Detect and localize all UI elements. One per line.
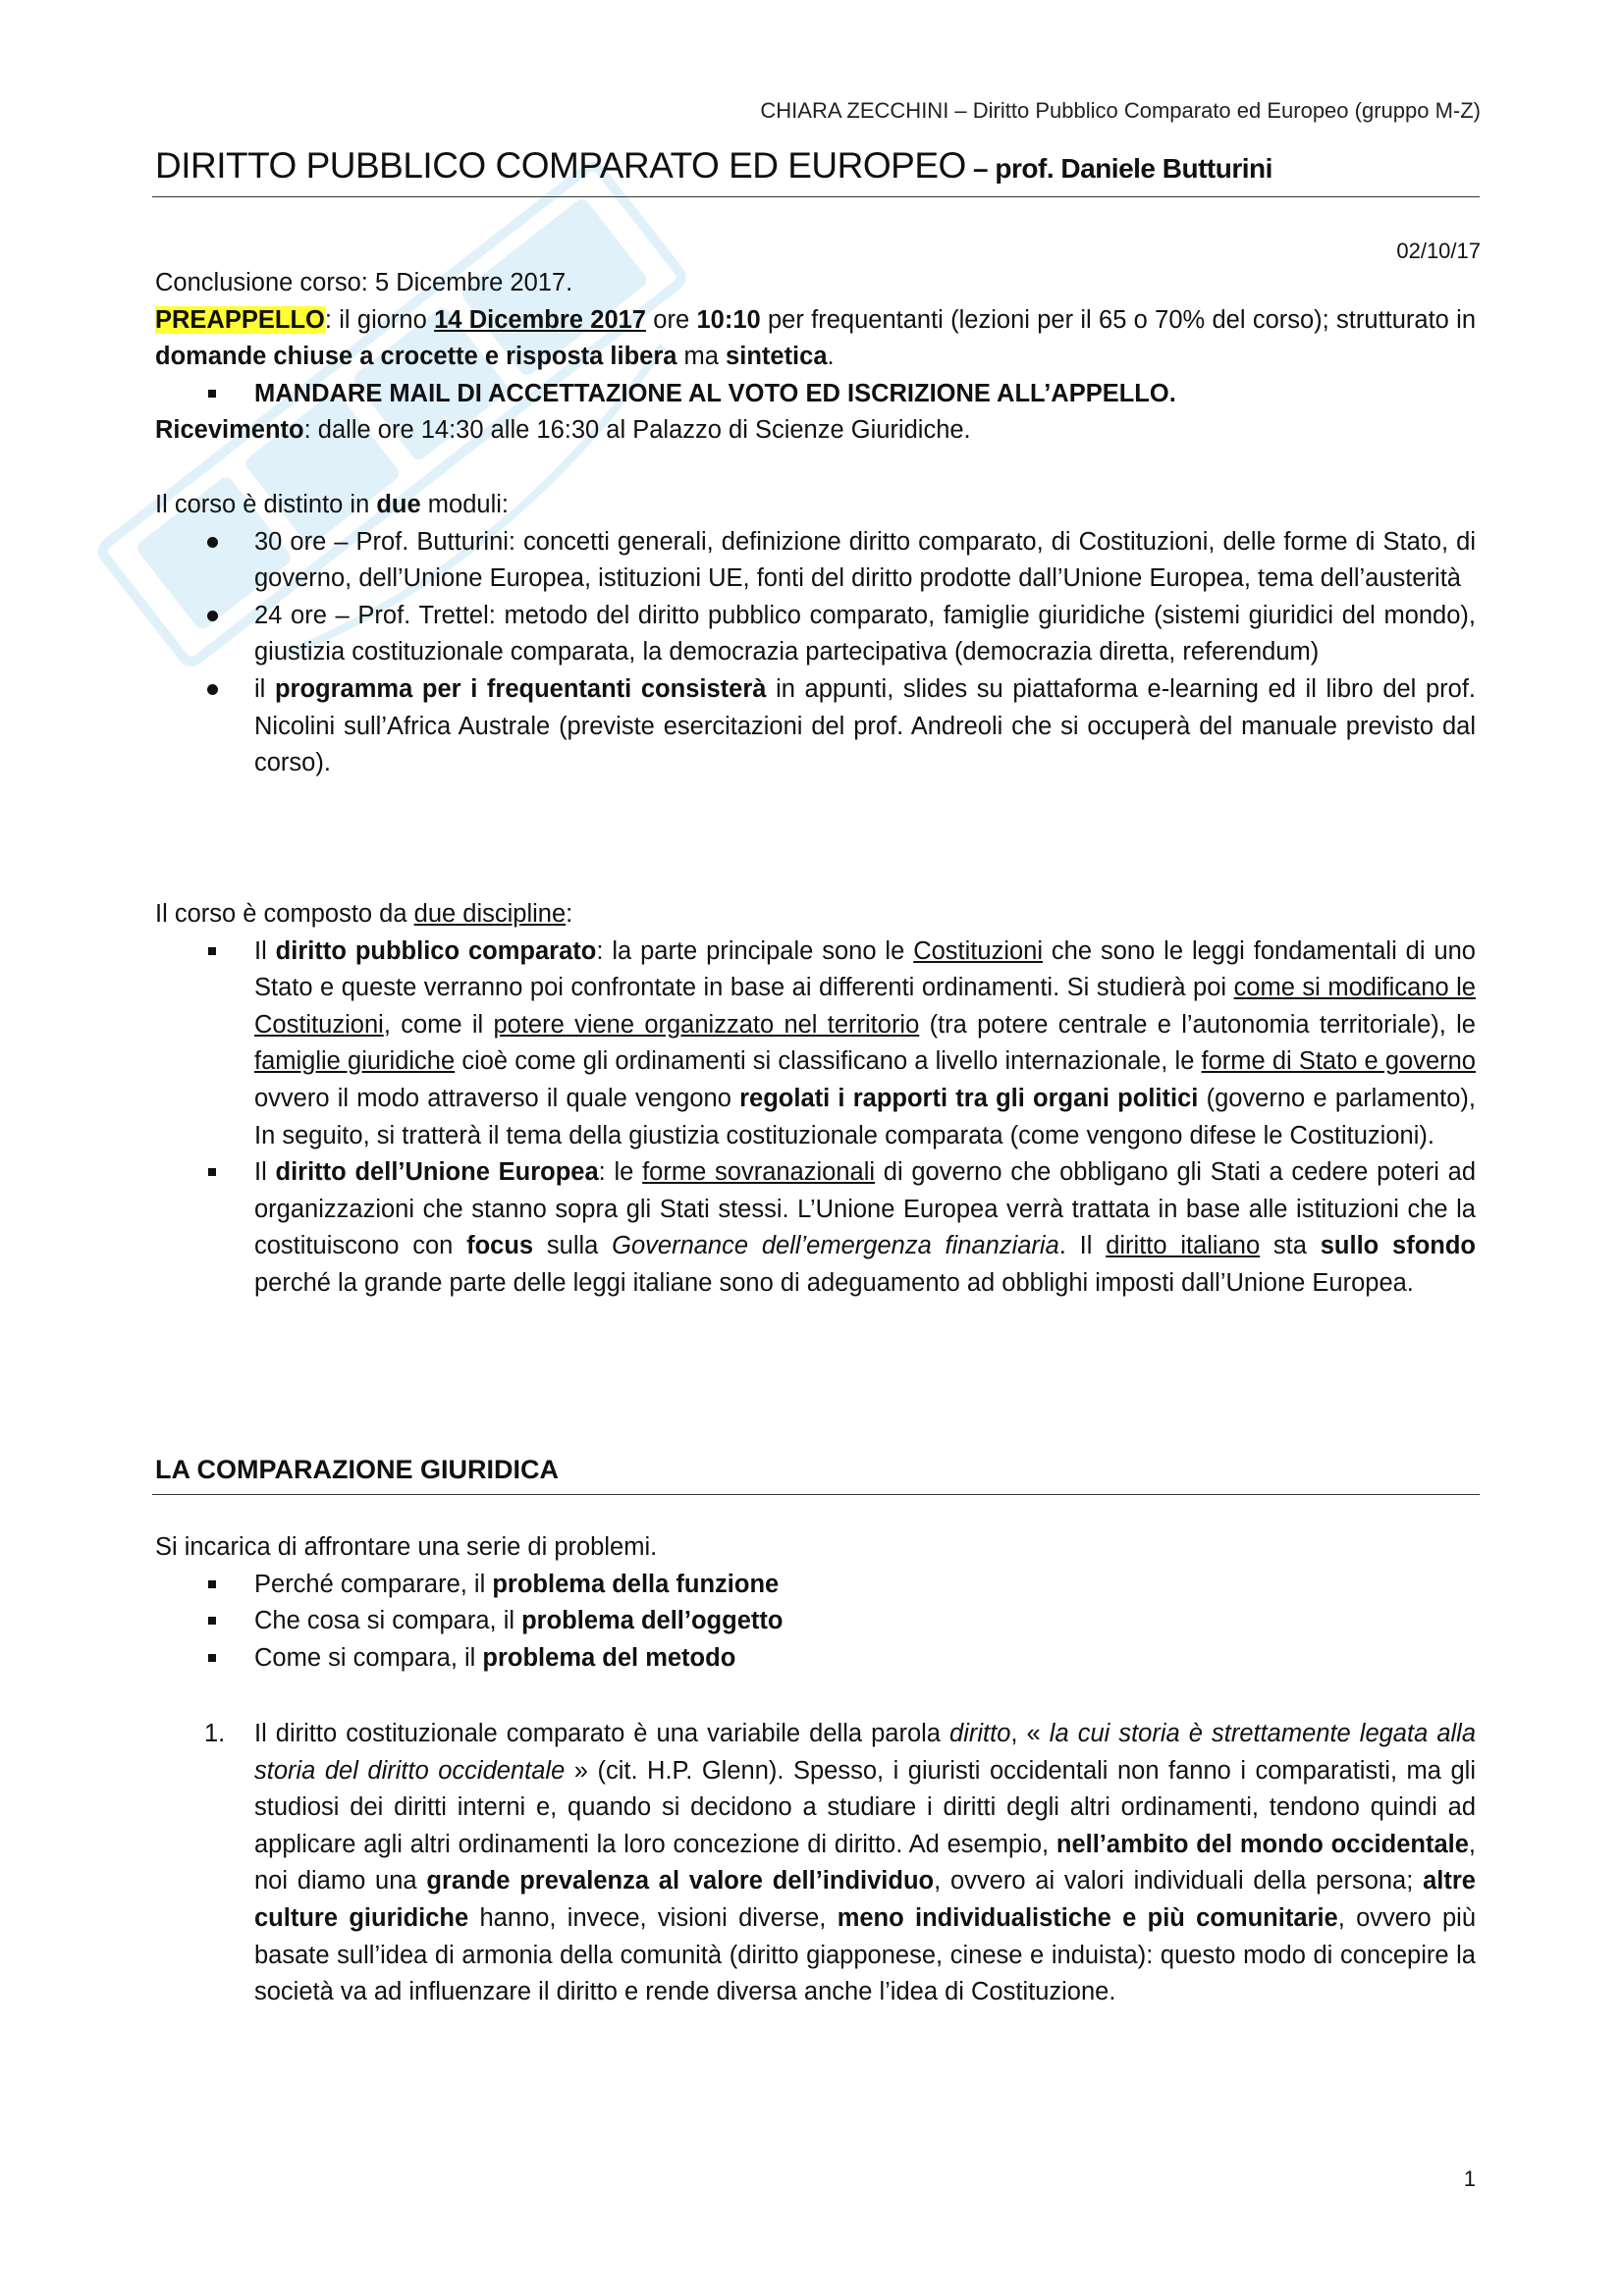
text-span: di governo che obbligano gli Stati a cedere poteri ad organizzazioni che stanno sopra gli Stati stessi. L’Unione Europea verrà trattata in base alle istituzioni che la costituiscono con [254, 1158, 1476, 1260]
bold-span: sullo sfondo [1320, 1232, 1476, 1260]
bold-span: altre culture giuridiche [254, 1867, 1476, 1932]
text-span: (tra potere centrale e l’autonomia territoriale), le [919, 1010, 1476, 1039]
text-span: sta [1260, 1232, 1321, 1260]
bold-span: problema dell’oggetto [521, 1607, 784, 1635]
list-item [155, 1603, 1476, 1640]
conclusione-line: Conclusione corso: 5 Dicembre 2017. [155, 269, 573, 296]
numbered-item [155, 1716, 1476, 2011]
numbered-list [155, 1716, 1476, 2011]
underlined-span: famiglie giuridiche [254, 1047, 456, 1076]
list-item-text: 24 ore – Prof. Trettel: metodo del diritto pubblico comparato, famiglie giuridiche (sistemi giuridici del mondo), giustizia costituzionale comparata, la democrazia partecipativa (democrazia diretta, referendum) [254, 601, 1476, 667]
list-item [155, 934, 1476, 1155]
intro-block [155, 265, 1476, 450]
list-item [155, 1567, 1476, 1604]
text-span: , noi diamo una [254, 1830, 1476, 1896]
square-bullet-icon [208, 390, 216, 398]
underlined-span: potere viene organizzato nel territorio [493, 1010, 920, 1039]
bold-span: focus [466, 1232, 534, 1260]
square-bullet-icon [208, 1617, 216, 1625]
bold-span: domande chiuse a crocette e risposta libera [155, 343, 677, 371]
mail-notice: MANDARE MAIL DI ACCETTAZIONE AL VOTO ED ISCRIZIONE ALL’APPELLO. [254, 379, 1176, 407]
list-item [155, 1640, 1476, 1678]
underlined-span: come si modificano le Costituzioni [254, 974, 1476, 1039]
text-span: (governo e parlamento), In seguito, si tratterà il tema della giustizia costituzionale comparata (come vengono difese le Costituzioni). [254, 1084, 1476, 1149]
text-span: : dalle ore 14:30 alle 16:30 al Palazzo di Scienze Giuridiche. [303, 416, 971, 445]
comparazione-lead: Si incarica di affrontare una serie di problemi. [155, 1533, 658, 1561]
bold-span: diritto dell’Unione Europea [275, 1158, 599, 1187]
text-span: : il giorno [324, 305, 435, 334]
ricevimento-line [155, 412, 1476, 450]
underlined-span: due discipline [413, 900, 567, 928]
list-item-text: 30 ore – Prof. Butturini: concetti generali, definizione diritto comparato, di Costituzioni, delle forme di Stato, di governo, dell’Unione Europea, istituzioni UE, fonti del diritto prodotte dall’Unione Europea, tema dell’austerità [254, 527, 1476, 593]
text-span: , ovvero più basate sull’idea di armonia della comunità (diritto giapponese, cinese e induista): questo modo di concepire la società va ad influenzare il diritto e rende diversa anche l’idea di Costituzione. [254, 1903, 1476, 2006]
preappello-label: PREAPPELLO [155, 305, 325, 334]
text-span: ma [676, 343, 727, 371]
bold-span: nell’ambito del mondo occidentale [1055, 1830, 1469, 1858]
text-span: Come si compara, il [254, 1643, 483, 1672]
underlined-span: forme sovranazionali [642, 1158, 876, 1187]
section-heading: LA COMPARAZIONE GIURIDICA [155, 1455, 559, 1484]
item-number: 1. [204, 1720, 226, 1747]
section-divider [152, 1494, 1480, 1495]
round-bullet-icon [207, 684, 218, 695]
italic-span: Governance dell’emergenza finanziaria [612, 1232, 1059, 1260]
bold-span: programma per i frequentanti consisterà [274, 674, 767, 703]
text-span: hanno, invece, visioni diverse, [468, 1903, 838, 1932]
title-divider [152, 196, 1480, 197]
moduli-block [155, 487, 1476, 782]
preappello-date: 14 Dicembre 2017 [434, 305, 646, 334]
text-span: che sono le leggi fondamentali di uno Stato e queste verranno poi confrontate in base ai differenti ordinamenti. Si studierà poi [254, 936, 1476, 1002]
bold-span: meno individualistiche e più comunitarie [837, 1903, 1338, 1932]
text-span: Il corso è distinto in [155, 491, 377, 518]
text-span: : [566, 900, 573, 928]
bold-span: due [376, 491, 421, 518]
text-span: Il diritto costituzionale comparato è una variabile della parola [254, 1720, 950, 1747]
ricevimento-label: Ricevimento [155, 416, 304, 445]
bold-span: regolati i rapporti tra gli organi politici [739, 1084, 1199, 1112]
text-span: sulla [533, 1232, 613, 1260]
underlined-span: diritto italiano [1106, 1232, 1261, 1260]
mail-notice-item [155, 376, 1476, 413]
text-span: , come il [383, 1010, 494, 1039]
bold-span: grande prevalenza al valore dell’individuo [426, 1867, 935, 1896]
round-bullet-icon [207, 611, 218, 621]
underlined-span: Costituzioni [913, 936, 1044, 965]
text-span: cioè come gli ordinamenti si classificano a livello internazionale, le [455, 1047, 1202, 1076]
text-span: . Il [1058, 1232, 1107, 1260]
text-span: Il [254, 936, 276, 965]
text-span: perché la grande parte delle leggi italiane sono di adeguamento ad obblighi imposti dall’Unione Europea. [254, 1268, 1414, 1297]
text-span: ore [646, 305, 697, 334]
underlined-span: forme di Stato e governo [1201, 1047, 1476, 1076]
page-number: 1 [1463, 2166, 1476, 2191]
lecture-date: 02/10/17 [1396, 239, 1481, 263]
title-professor: – prof. Daniele Butturini [965, 153, 1272, 184]
text-span: : la parte principale sono le [596, 936, 914, 965]
running-head: CHIARA ZECCHINI – Diritto Pubblico Comparato ed Europeo (gruppo M-Z) [760, 98, 1481, 123]
text-span: . [827, 343, 835, 371]
preappello-time: 10:10 [696, 305, 761, 334]
square-bullet-icon [208, 947, 216, 955]
text-span: ovvero il modo attraverso il quale vengono [254, 1084, 740, 1112]
text-span: per frequentanti (lezioni per il 65 o 70% del corso); strutturato in [760, 305, 1477, 334]
preappello-paragraph [155, 302, 1476, 376]
text-span: , ovvero ai valori individuali della persona; [934, 1867, 1424, 1896]
list-item [155, 1154, 1476, 1302]
text-span: Il [254, 1158, 276, 1187]
bold-span: diritto pubblico comparato [275, 936, 597, 965]
text-span: Il corso è composto da [155, 900, 414, 928]
text-span: in appunti, slides su piattaforma e-learning ed il libro del prof. Nicolini sull’Africa Australe (previste esercitazioni del prof. Andreoli che si occuperà del manuale previsto dal corso). [254, 674, 1476, 777]
square-bullet-icon [208, 1168, 216, 1176]
italic-span: la cui storia è strettamente legata alla storia del diritto occidentale [254, 1720, 1477, 1785]
bold-span: problema del metodo [482, 1643, 736, 1672]
discipline-lead [155, 896, 1476, 934]
list-item [155, 671, 1476, 782]
text-span: Che cosa si compara, il [254, 1607, 522, 1635]
list-item [155, 524, 1476, 598]
square-bullet-icon [208, 1654, 216, 1662]
bold-span: problema della funzione [492, 1570, 780, 1598]
text-span: : le [598, 1158, 643, 1187]
square-bullet-icon [208, 1580, 216, 1588]
text-span: Perché comparare, il [254, 1570, 493, 1598]
italic-span: diritto [949, 1720, 1011, 1747]
document-title [155, 145, 1481, 187]
discipline-block [155, 896, 1476, 1303]
moduli-lead [155, 487, 1476, 524]
comparazione-block [155, 1529, 1476, 1677]
text-span: il [254, 674, 275, 703]
text-span: , « [1010, 1720, 1050, 1747]
text-span: moduli: [420, 491, 509, 518]
title-main: DIRITTO PUBBLICO COMPARATO ED EUROPEO [155, 145, 966, 186]
round-bullet-icon [207, 537, 218, 548]
list-item [155, 598, 1476, 671]
text-span: » (cit. H.P. Glenn). Spesso, i giuristi occidentali non fanno i comparatisti, ma gli studiosi dei diritti interni e, quando si decidono a studiare i diritti degli altri ordinamenti, tendono quindi ad applicare agli altri ordinamenti la loro concezione di diritto. Ad esempio, [254, 1756, 1476, 1858]
bold-span: sintetica [726, 343, 828, 371]
